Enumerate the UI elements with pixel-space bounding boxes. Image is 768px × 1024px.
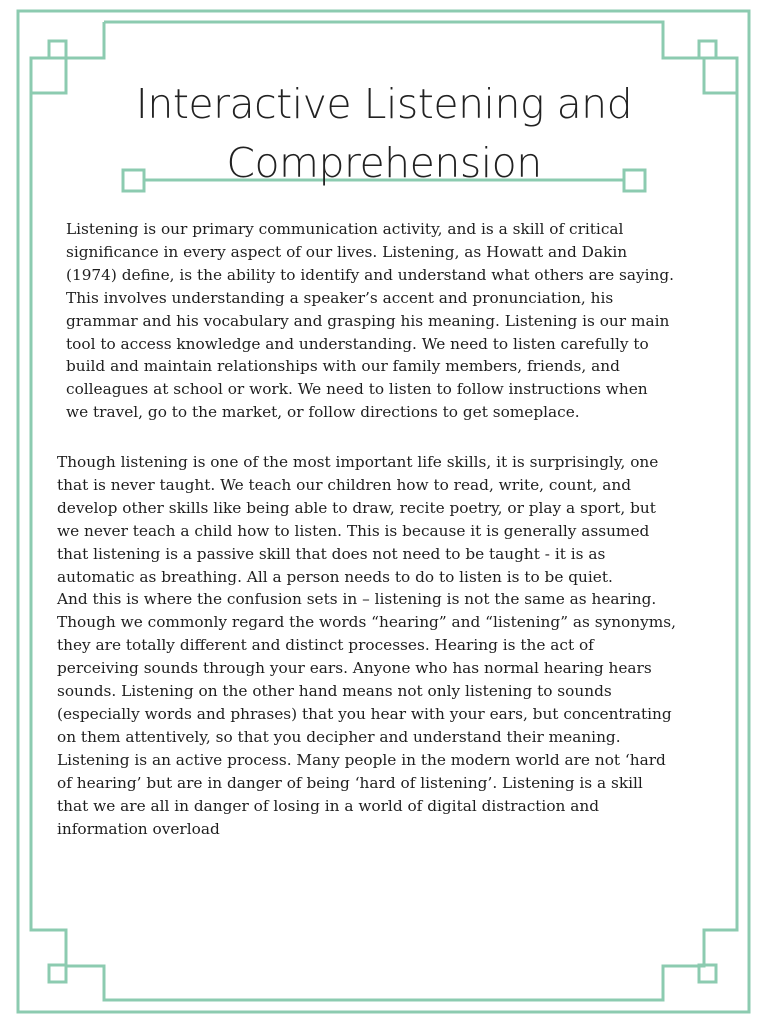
intro-paragraph bbox=[66, 218, 674, 424]
paragraph-line: that is never taught. We teach our children how to read, write, count, and bbox=[57, 475, 632, 494]
paragraph-line: we travel, go to the market, or follow directions to get someplace. bbox=[66, 403, 580, 422]
paragraph-line: Listening is our primary communication activity, and is a skill of critical bbox=[66, 220, 624, 238]
paragraph-line: of hearing’ but are in danger of being ‘hard of listening’. Listening is a skill bbox=[57, 773, 643, 792]
page-title bbox=[84, 75, 684, 193]
title-line: Interactive Listening and bbox=[135, 80, 633, 129]
paragraph-line: Though we commonly regard the words “hearing” and “listening” as synonyms, bbox=[57, 613, 676, 632]
paragraph-line: on them attentively, so that you decipher and understand their meaning. bbox=[57, 727, 621, 746]
paragraph-line: information overload bbox=[57, 819, 220, 838]
body-paragraph bbox=[57, 451, 676, 840]
paragraph-line: that we are all in danger of losing in a world of digital distraction and bbox=[57, 796, 600, 815]
paragraph-line: that listening is a passive skill that does not need to be taught - it is as bbox=[57, 544, 606, 563]
paragraph-line: significance in every aspect of our lives. Listening, as Howatt and Dakin bbox=[66, 242, 628, 261]
paragraph-line: they are totally different and distinct processes. Hearing is the act of bbox=[57, 636, 594, 655]
paragraph-line: colleagues at school or work. We need to listen to follow instructions when bbox=[66, 380, 648, 399]
paragraph-line: develop other skills like being able to draw, recite poetry, or play a sport, but bbox=[57, 498, 656, 517]
paragraph-line: sounds. Listening on the other hand means not only listening to sounds bbox=[57, 682, 612, 701]
paragraph-line: (especially words and phrases) that you hear with your ears, but concentrating bbox=[57, 704, 672, 723]
title-line: Comprehension bbox=[226, 139, 542, 188]
paragraph-line: build and maintain relationships with our family members, friends, and bbox=[66, 357, 620, 376]
paragraph-line: Listening is an active process. Many people in the modern world are not ‘hard bbox=[57, 750, 666, 769]
paragraph-line: grammar and his vocabulary and grasping his meaning. Listening is our main bbox=[66, 311, 670, 330]
paragraph-line: we never teach a child how to listen. This is because it is generally assumed bbox=[57, 521, 650, 540]
paragraph-line: perceiving sounds through your ears. Anyone who has normal hearing hears bbox=[57, 659, 652, 678]
paragraph-line: Though listening is one of the most important life skills, it is surprisingly, one bbox=[57, 453, 659, 471]
paragraph-line: tool to access knowledge and understanding. We need to listen carefully to bbox=[66, 334, 649, 353]
paragraph-line: This involves understanding a speaker’s accent and pronunciation, his bbox=[66, 288, 614, 307]
paragraph-line: automatic as breathing. All a person needs to do to listen is to be quiet. bbox=[57, 567, 613, 586]
paragraph-line: And this is where the confusion sets in – listening is not the same as hearing. bbox=[57, 590, 657, 609]
paragraph-line: (1974) define, is the ability to identify and understand what others are saying. bbox=[66, 265, 675, 284]
